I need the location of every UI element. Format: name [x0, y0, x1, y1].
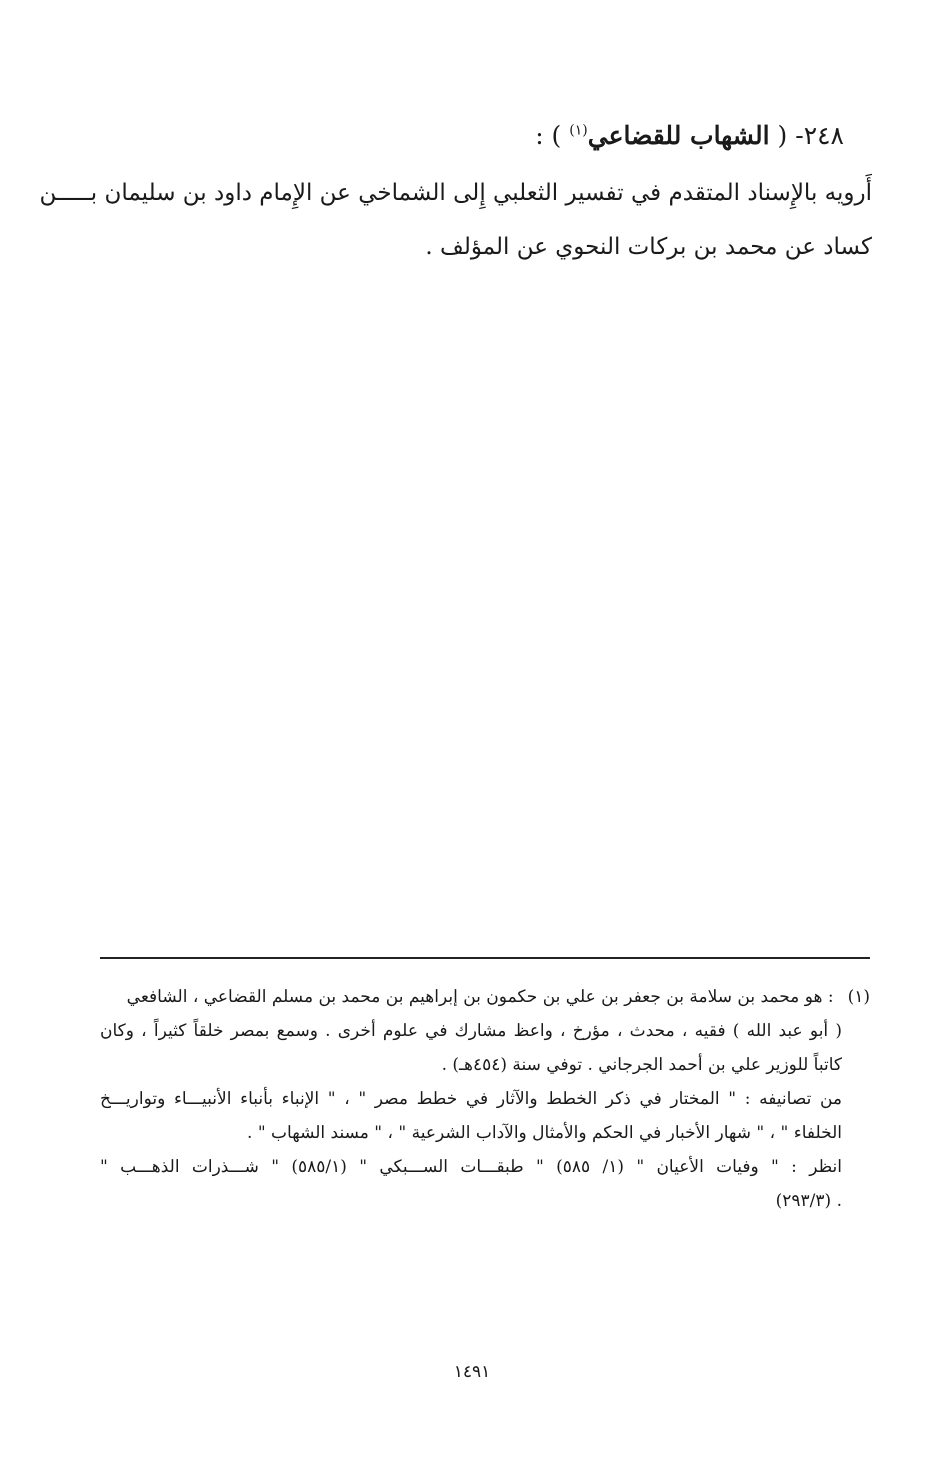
footnote-marker: (١)	[847, 987, 870, 1007]
body-line: كساد عن محمد بن بركات النحوي عن المؤلف .	[425, 234, 872, 260]
entry-title: الشهاب للقضاعي	[587, 121, 770, 150]
body-line: أَرويه بالإِسناد المتقدم في تفسير الثعلبي إِلى الشماخي عن الإِمام داود بن سليمان بـــــن	[39, 180, 872, 206]
footnote-line: الخلفاء " ، " شهار الأخبار في الحكم والأمثال والآداب الشرعية " ، " مسند الشهاب " .	[247, 1123, 842, 1143]
page-number: ١٤٩١	[453, 1362, 491, 1382]
heading-open-paren: (	[777, 121, 788, 150]
footnotes	[100, 980, 870, 1218]
footnote-reference: (١)	[569, 122, 588, 139]
footnote-line: من تصانيفه : " المختار في ذكر الخطط والآثار في خطط مصر " ، " الإنباء بأنباء الأنبيـــاء وتواريـــخ	[100, 1089, 842, 1109]
entry-number: ٢٤٨-	[795, 121, 844, 150]
entry-heading	[84, 116, 844, 156]
footnote-line: . (٢٩٣/٣)	[775, 1191, 842, 1211]
footnote-line	[100, 980, 870, 1014]
heading-close-paren: ) :	[535, 121, 562, 150]
entry-body	[39, 166, 872, 274]
footnote-separator	[100, 957, 870, 959]
footnote-line: كاتباً للوزير علي بن أحمد الجرجاني . توفي سنة (٤٥٤هـ) .	[441, 1055, 842, 1075]
footnote-line: انظر : " وفيات الأعيان " (١/ ٥٨٥) " طبقـــات الســـبكي " (٥٨٥/١) " شـــذرات الذهـــب "	[100, 1157, 843, 1177]
footnote-line: ( أبو عبد الله ) فقيه ، محدث ، مؤرخ ، واعظ مشارك في علوم أخرى . وسمع بمصر خلقاً كثيراً ، وكان	[100, 1021, 842, 1041]
footnote-text: : هو محمد بن سلامة بن جعفر بن علي بن حكمون بن إبراهيم بن محمد بن مسلم القضاعي ، الشافعي	[126, 987, 834, 1007]
